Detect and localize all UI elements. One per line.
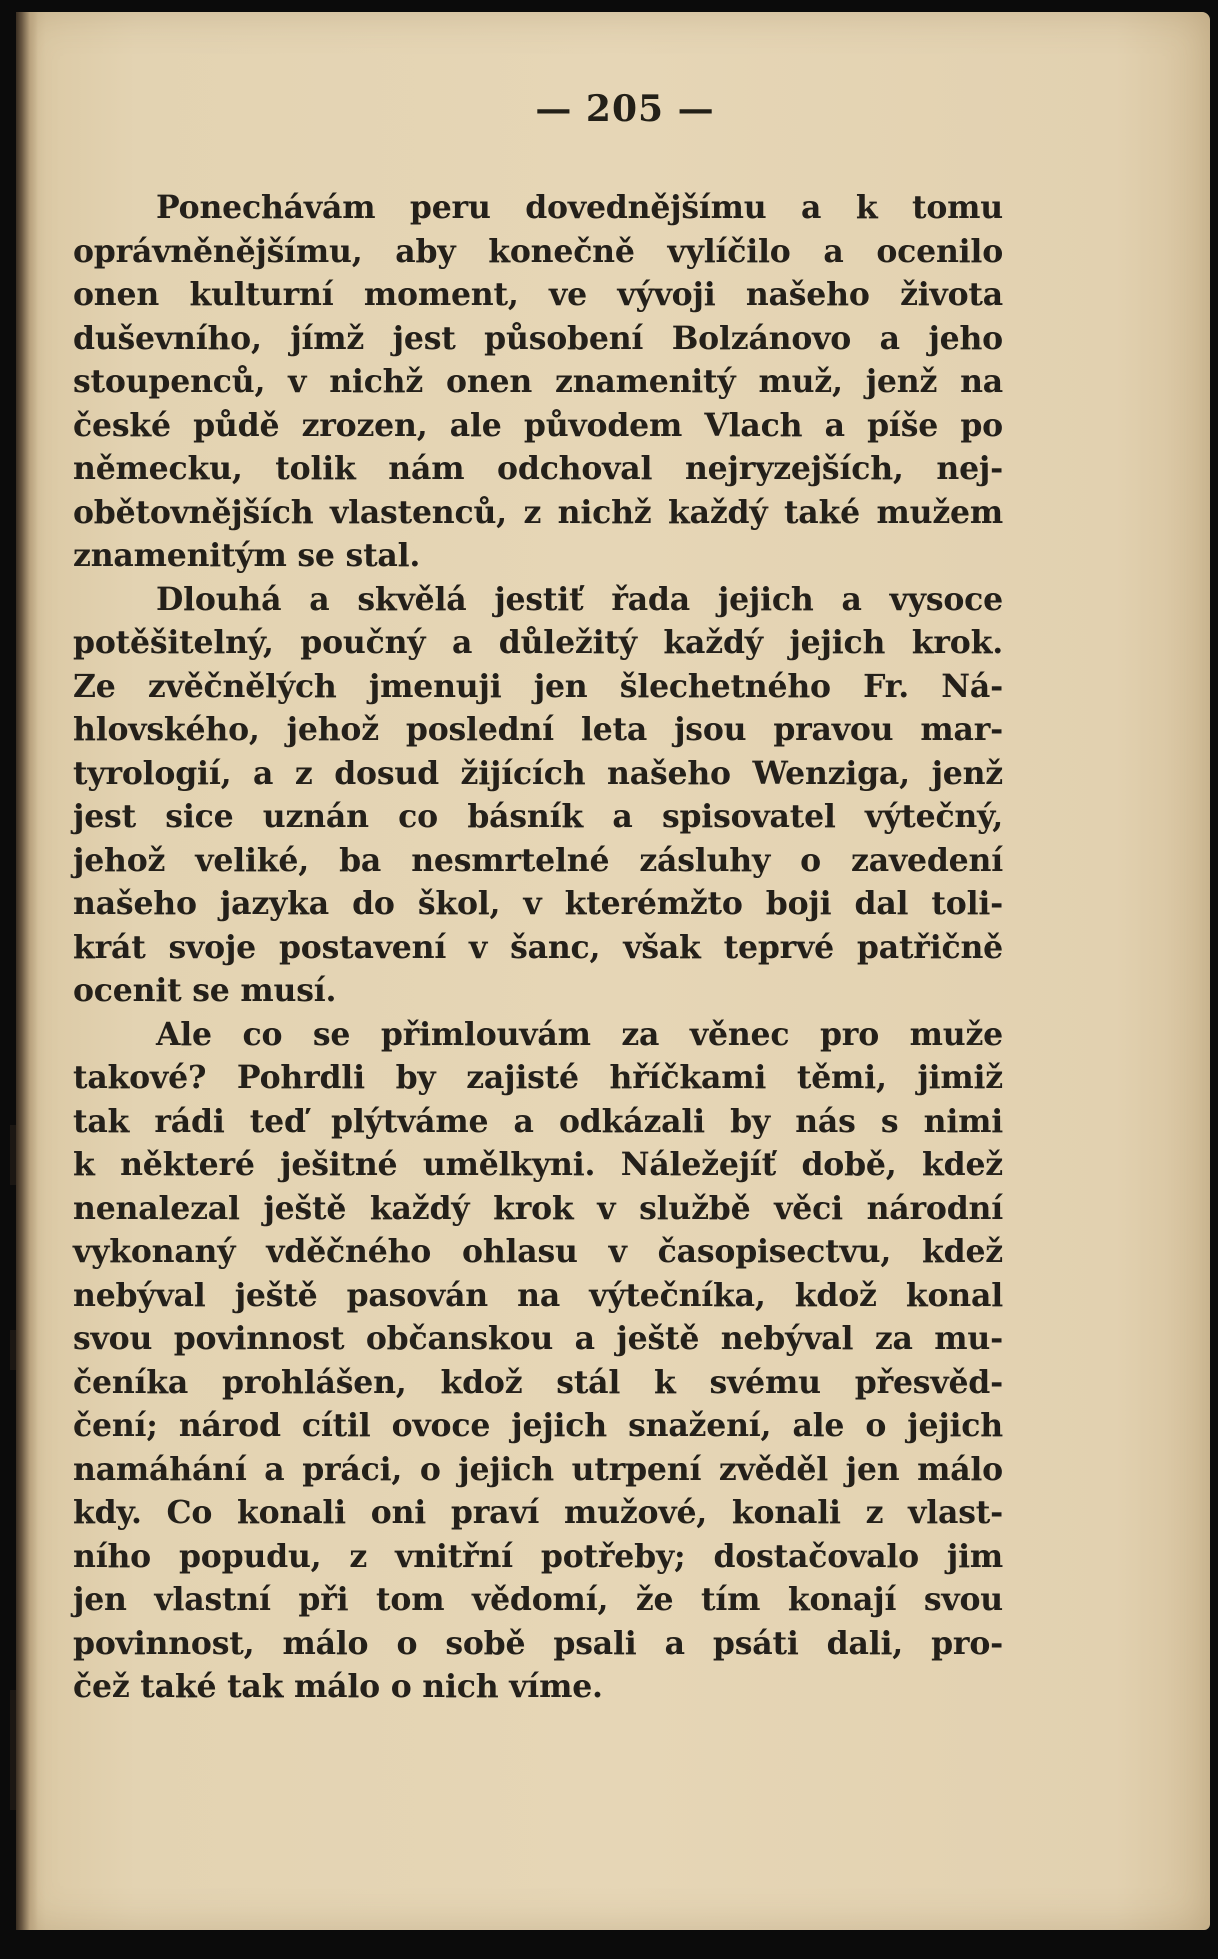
text-line: čeníka prohlášen, kdož stál k svému přesvěd- <box>73 1363 1003 1401</box>
text-line: oprávněnějšímu, aby konečně vylíčilo a ocenilo <box>73 232 1003 270</box>
text-line: čení; národ cítil ovoce jejich snažení, ale o jejich <box>73 1407 1003 1444</box>
text-line: čež také tak málo o nich víme. <box>73 1668 603 1705</box>
text-line: potěšitelný, poučný a důležitý každý jejich krok. <box>73 624 1003 661</box>
text-line: našeho jazyka do škol, v kterémžto boji dal toli- <box>73 885 1003 922</box>
body-text <box>73 186 1003 1709</box>
text-line: jehož veliké, ba nesmrtelné zásluhy o zavedení <box>73 841 1003 879</box>
text-line: Dlouhá a skvělá jestiť řada jejich a vysoce <box>156 580 1003 618</box>
text-line: duševního, jímž jest působení Bolzánovo a jeho <box>73 319 1003 357</box>
text-line: Ponechávám peru dovednějšímu a k tomu <box>156 189 1003 226</box>
text-line: povinnost, málo o sobě psali a psáti dali, pro- <box>73 1624 1003 1662</box>
paragraph <box>73 578 1003 1013</box>
text-line: ního popudu, z vnitřní potřeby; dostačovalo jim <box>73 1537 1003 1575</box>
text-line: jest sice uznán co básník a spisovatel výtečný, <box>73 798 1003 835</box>
text-line: ocenit se musí. <box>73 972 337 1009</box>
text-line: takové? Pohrdli by zajisté hříčkami těmi, jimiž <box>73 1059 1003 1096</box>
text-line: svou povinnost občanskou a ještě nebýval za mu- <box>73 1320 1003 1357</box>
text-line: tyrologií, a z dosud žijících našeho Wenziga, jenž <box>73 754 1003 792</box>
text-line: české půdě zrozen, ale původem Vlach a píše po <box>73 406 1003 444</box>
text-line: onen kulturní moment, ve vývoji našeho života <box>73 276 1003 313</box>
text-line: krát svoje postavení v šanc, však teprvé patřičně <box>73 928 1003 966</box>
page-number: — 205 — <box>535 88 715 130</box>
binding-thread-mark <box>10 1125 16 1185</box>
text-line: nebýval ještě pasován na výtečníka, kdož konal <box>73 1276 1003 1314</box>
paragraph <box>73 186 1003 578</box>
text-line: obětovnějších vlastenců, z nichž každý také mužem <box>73 493 1003 531</box>
text-line: k některé ješitné umělkyni. Náležejíť době, kdež <box>73 1146 1003 1183</box>
binding-thread-mark <box>10 1690 16 1810</box>
text-line: německu, tolik nám odchoval nejryzejších, nej- <box>73 450 1003 487</box>
page-header <box>0 88 1218 130</box>
binding-thread-mark <box>10 1330 16 1370</box>
text-line: vykonaný vděčného ohlasu v časopisectvu, kdež <box>73 1233 1003 1270</box>
text-line: Ale co se přimlouvám za věnec pro muže <box>156 1015 1003 1053</box>
text-line: jen vlastní při tom vědomí, že tím konají svou <box>73 1581 1003 1618</box>
text-line: znamenitým se stal. <box>73 537 421 574</box>
text-line: kdy. Co konali oni praví mužové, konali z vlast- <box>73 1494 1003 1531</box>
text-line: hlovského, jehož poslední leta jsou pravou mar- <box>73 711 1003 748</box>
text-line: namáhání a práci, o jejich utrpení zvěděl jen málo <box>73 1450 1003 1488</box>
book-spine-shadow <box>16 12 38 1930</box>
text-line: nenalezal ještě každý krok v službě věci národní <box>73 1189 1003 1227</box>
text-line: stoupenců, v nichž onen znamenitý muž, jenž na <box>73 363 1003 400</box>
text-line: tak rádi teď plýtváme a odkázali by nás s nimi <box>73 1102 1003 1140</box>
paragraph <box>73 1013 1003 1709</box>
text-line: Ze zvěčnělých jmenuji jen šlechetného Fr. Ná- <box>73 667 1003 705</box>
